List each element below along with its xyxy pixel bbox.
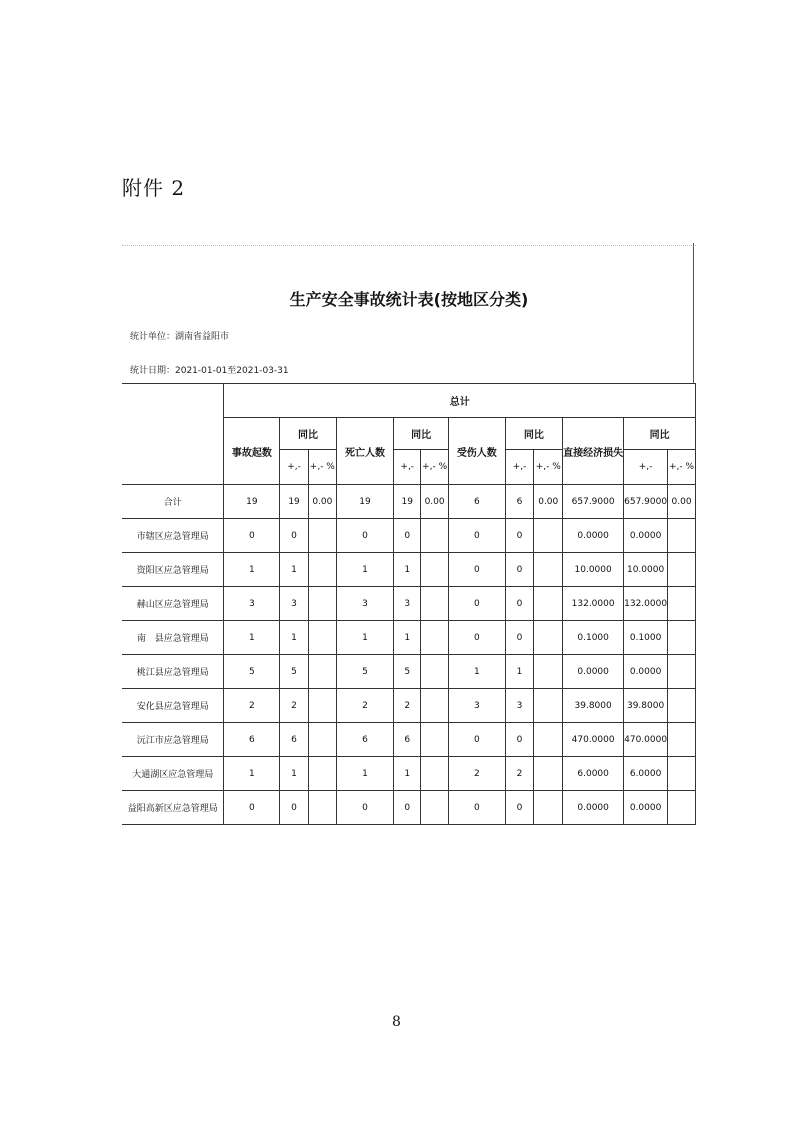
deaths-pct-cell (421, 655, 449, 689)
accidents-pct-header: +,- % (308, 450, 336, 485)
loss-cell: 10.0000 (563, 553, 624, 587)
deaths-diff-cell: 5 (394, 655, 421, 689)
accidents-pct-cell (308, 723, 336, 757)
loss-diff-cell: 0.0000 (624, 519, 668, 553)
deaths-header: 死亡人数 (336, 418, 394, 485)
injured-cell: 0 (449, 553, 506, 587)
accidents-cell: 1 (224, 553, 280, 587)
deaths-cell: 3 (336, 587, 394, 621)
accidents-pct-cell (308, 655, 336, 689)
injured-pct-cell (534, 519, 563, 553)
loss-cell: 6.0000 (563, 757, 624, 791)
total-group-header: 总计 (224, 384, 696, 418)
table-row (122, 587, 696, 621)
loss-diff-cell: 10.0000 (624, 553, 668, 587)
deaths-pct-cell (421, 519, 449, 553)
injured-cell: 3 (449, 689, 506, 723)
region-cell: 大通湖区应急管理局 (122, 757, 224, 791)
deaths-pct-cell (421, 587, 449, 621)
accidents-diff-cell: 3 (280, 587, 309, 621)
loss-cell: 132.0000 (563, 587, 624, 621)
accidents-yoy-header: 同比 (280, 418, 337, 450)
loss-diff-cell: 657.9000 (624, 485, 668, 519)
accidents-diff-cell: 0 (280, 791, 309, 825)
accidents-pct-cell (308, 587, 336, 621)
region-cell: 市辖区应急管理局 (122, 519, 224, 553)
loss-header: 直接经济损失 (563, 418, 624, 485)
injured-cell: 2 (449, 757, 506, 791)
loss-diff-cell: 39.8000 (624, 689, 668, 723)
accidents-cell: 3 (224, 587, 280, 621)
deaths-yoy-header: 同比 (394, 418, 449, 450)
accidents-diff-cell: 19 (280, 485, 309, 519)
accidents-header: 事故起数 (224, 418, 280, 485)
deaths-diff-cell: 1 (394, 757, 421, 791)
deaths-diff-header: +,- (394, 450, 421, 485)
loss-pct-cell (668, 519, 696, 553)
loss-pct-cell (668, 587, 696, 621)
statistics-sheet (122, 243, 696, 827)
loss-diff-cell: 470.0000 (624, 723, 668, 757)
statistics-date: 统计日期：2021-01-01至2021-03-31 (130, 366, 289, 376)
loss-cell: 0.1000 (563, 621, 624, 655)
accidents-cell: 5 (224, 655, 280, 689)
deaths-pct-cell (421, 723, 449, 757)
accidents-cell: 0 (224, 791, 280, 825)
injured-pct-cell (534, 621, 563, 655)
loss-cell: 0.0000 (563, 655, 624, 689)
injured-cell: 6 (449, 485, 506, 519)
table-row (122, 519, 696, 553)
accidents-cell: 0 (224, 519, 280, 553)
accidents-cell: 19 (224, 485, 280, 519)
injured-diff-cell: 2 (505, 757, 534, 791)
injured-pct-cell (534, 723, 563, 757)
loss-pct-cell (668, 621, 696, 655)
injured-pct-cell (534, 689, 563, 723)
header-row-group (122, 384, 696, 418)
accidents-pct-cell (308, 553, 336, 587)
injured-cell: 0 (449, 587, 506, 621)
deaths-diff-cell: 1 (394, 621, 421, 655)
statistics-unit: 统计单位：湖南省益阳市 (130, 332, 230, 342)
deaths-pct-cell (421, 791, 449, 825)
region-cell: 沅江市应急管理局 (122, 723, 224, 757)
loss-pct-cell (668, 723, 696, 757)
accidents-pct-cell (308, 519, 336, 553)
accident-statistics-table (122, 383, 696, 825)
region-cell: 合计 (122, 485, 224, 519)
deaths-diff-cell: 2 (394, 689, 421, 723)
injured-diff-cell: 0 (505, 519, 534, 553)
accidents-pct-cell (308, 621, 336, 655)
deaths-cell: 1 (336, 757, 394, 791)
injured-header: 受伤人数 (449, 418, 506, 485)
deaths-pct-cell: 0.00 (421, 485, 449, 519)
loss-cell: 657.9000 (563, 485, 624, 519)
accidents-diff-cell: 1 (280, 621, 309, 655)
table-row (122, 791, 696, 825)
table-row (122, 553, 696, 587)
accidents-cell: 1 (224, 757, 280, 791)
loss-pct-cell: 0.00 (668, 485, 696, 519)
injured-diff-cell: 1 (505, 655, 534, 689)
table-row (122, 655, 696, 689)
loss-cell: 0.0000 (563, 519, 624, 553)
injured-cell: 0 (449, 621, 506, 655)
deaths-cell: 0 (336, 519, 394, 553)
deaths-pct-cell (421, 621, 449, 655)
loss-diff-cell: 132.0000 (624, 587, 668, 621)
loss-diff-cell: 6.0000 (624, 757, 668, 791)
loss-diff-cell: 0.0000 (624, 791, 668, 825)
deaths-cell: 0 (336, 791, 394, 825)
loss-pct-cell (668, 757, 696, 791)
deaths-diff-cell: 1 (394, 553, 421, 587)
deaths-diff-cell: 0 (394, 519, 421, 553)
loss-pct-cell (668, 689, 696, 723)
deaths-diff-cell: 19 (394, 485, 421, 519)
report-title: 生产安全事故统计表(按地区分类) (289, 290, 529, 309)
injured-pct-cell: 0.00 (534, 485, 563, 519)
accidents-pct-cell (308, 689, 336, 723)
page-number: 8 (392, 1014, 401, 1030)
loss-diff-cell: 0.0000 (624, 655, 668, 689)
accidents-pct-cell (308, 791, 336, 825)
accidents-diff-cell: 2 (280, 689, 309, 723)
injured-diff-cell: 0 (505, 791, 534, 825)
injured-diff-header: +,- (505, 450, 534, 485)
sheet-right-border (693, 243, 694, 383)
deaths-cell: 6 (336, 723, 394, 757)
sheet-top-border (122, 245, 696, 246)
table-row (122, 723, 696, 757)
injured-pct-cell (534, 655, 563, 689)
injured-cell: 0 (449, 791, 506, 825)
loss-pct-cell (668, 553, 696, 587)
accidents-diff-header: +,- (280, 450, 309, 485)
accidents-cell: 6 (224, 723, 280, 757)
loss-pct-cell (668, 791, 696, 825)
region-cell: 资阳区应急管理局 (122, 553, 224, 587)
deaths-diff-cell: 6 (394, 723, 421, 757)
injured-pct-cell (534, 791, 563, 825)
deaths-diff-cell: 0 (394, 791, 421, 825)
deaths-pct-cell (421, 757, 449, 791)
loss-diff-cell: 0.1000 (624, 621, 668, 655)
deaths-pct-cell (421, 553, 449, 587)
loss-pct-header: +,- % (668, 450, 696, 485)
injured-cell: 0 (449, 519, 506, 553)
accidents-pct-cell: 0.00 (308, 485, 336, 519)
loss-cell: 39.8000 (563, 689, 624, 723)
deaths-cell: 1 (336, 553, 394, 587)
region-cell: 安化县应急管理局 (122, 689, 224, 723)
deaths-cell: 2 (336, 689, 394, 723)
loss-pct-cell (668, 655, 696, 689)
injured-pct-cell (534, 757, 563, 791)
accidents-cell: 1 (224, 621, 280, 655)
accidents-diff-cell: 0 (280, 519, 309, 553)
injured-yoy-header: 同比 (505, 418, 563, 450)
injured-diff-cell: 0 (505, 587, 534, 621)
injured-diff-cell: 3 (505, 689, 534, 723)
loss-diff-header: +,- (624, 450, 668, 485)
injured-cell: 1 (449, 655, 506, 689)
injured-diff-cell: 0 (505, 723, 534, 757)
deaths-diff-cell: 3 (394, 587, 421, 621)
annex-label: 附件 2 (122, 176, 186, 200)
accidents-diff-cell: 1 (280, 757, 309, 791)
deaths-cell: 5 (336, 655, 394, 689)
injured-diff-cell: 6 (505, 485, 534, 519)
accidents-pct-cell (308, 757, 336, 791)
region-cell: 南 县应急管理局 (122, 621, 224, 655)
loss-cell: 470.0000 (563, 723, 624, 757)
accidents-diff-cell: 5 (280, 655, 309, 689)
injured-pct-cell (534, 587, 563, 621)
injured-pct-cell (534, 553, 563, 587)
loss-yoy-header: 同比 (624, 418, 696, 450)
injured-cell: 0 (449, 723, 506, 757)
deaths-cell: 1 (336, 621, 394, 655)
region-header-cell (122, 384, 224, 485)
table-row (122, 757, 696, 791)
region-cell: 桃江县应急管理局 (122, 655, 224, 689)
injured-diff-cell: 0 (505, 621, 534, 655)
accidents-diff-cell: 1 (280, 553, 309, 587)
total-row (122, 485, 696, 519)
accidents-cell: 2 (224, 689, 280, 723)
deaths-pct-header: +,- % (421, 450, 449, 485)
injured-diff-cell: 0 (505, 553, 534, 587)
region-cell: 益阳高新区应急管理局 (122, 791, 224, 825)
loss-cell: 0.0000 (563, 791, 624, 825)
table-row (122, 621, 696, 655)
region-cell: 赫山区应急管理局 (122, 587, 224, 621)
injured-pct-header: +,- % (534, 450, 563, 485)
accidents-diff-cell: 6 (280, 723, 309, 757)
table-row (122, 689, 696, 723)
deaths-cell: 19 (336, 485, 394, 519)
deaths-pct-cell (421, 689, 449, 723)
